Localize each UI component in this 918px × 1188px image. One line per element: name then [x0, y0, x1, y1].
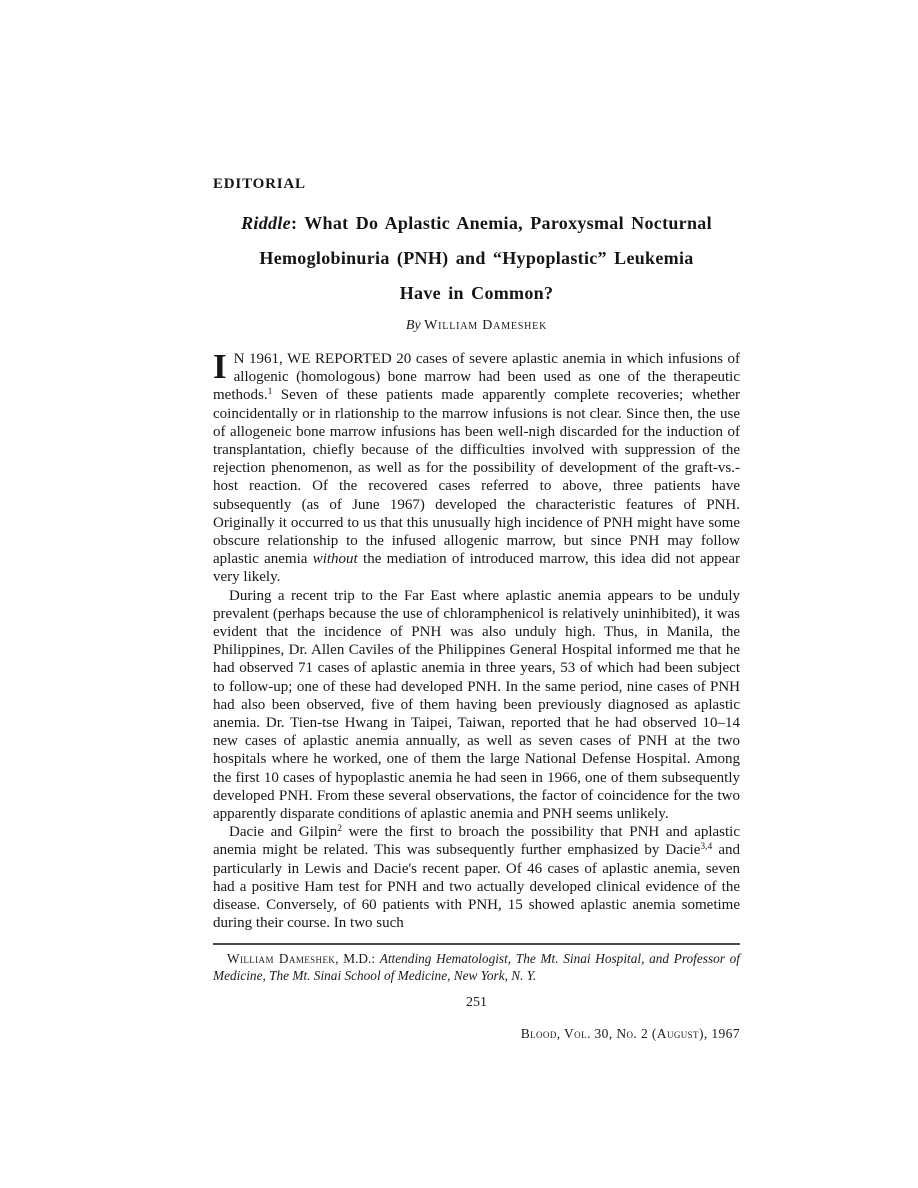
paragraph-1-text-cont: Seven of these patients made apparently complete recoveries; whether coincidentally or in rlationship to the marrow infusions is not clear. Since then, the use of allogeneic bone marrow infusions has been well-nigh discarded for the induction of transplantation, chiefly because of the difficulties involved with suppression of the rejection phenomenon, as well as for the possibility of development of the graft-vs.-host reaction. Of the recovered cases referred to above, three patients have subsequently (as of June 1967) developed the characteristic features of PNH. Originally it occurred to us that this unusually high incidence of PNH might have some obscure relationship to the infused allogenic marrow, but since PNH may follow aplastic anemia [213, 387, 740, 568]
title-line-3: Have in Common? [399, 283, 554, 303]
article-title [213, 206, 740, 311]
reference-superscript-2: 2 [337, 824, 343, 835]
paragraph-3-text-end: and particularly in Lewis and Dacie's recent paper. Of 46 cases of aplastic anemia, seven had a positive Ham test for PNH and two actually developed clinical evidence of the disease. Conversely, of 60 patients with PNH, 15 showed aplastic anemia sometime during their course. In two such [213, 842, 740, 932]
reference-superscript-1: 1 [267, 387, 273, 398]
paragraph-3-text-cont: were the first to broach the possibility that PNH and aplastic anemia might be related. This was subsequently further emphasized by Dacie [213, 824, 741, 859]
journal-citation: Blood, Vol. 30, No. 2 (August), 1967 [520, 1025, 740, 1041]
byline-author: William Dameshek [424, 318, 548, 333]
title-line-1 [213, 206, 740, 241]
footnote-author: William Dameshek [227, 950, 336, 966]
section-kicker: EDITORIAL [213, 176, 306, 192]
paragraph-2: During a recent trip to the Far East where aplastic anemia appears to be unduly prevalent (perhaps because the use of chloramphenicol is relatively uninhibited), it was evident that the incidence of PNH was also unduly high. Thus, in Manila, the Philippines, Dr. Allen Caviles of the Philippines General Hospital informed me that he had observed 71 cases of aplastic anemia in three years, 53 of which had been subject to follow-up; one of these had developed PNH. In the same period, nine cases of PNH had also been observed, five of them having been previously diagnosed as aplastic anemia. Dr. Tien-tse Hwang in Taipei, Taiwan, reported that he had observed 10–14 new cases of aplastic anemia annually, as well as seven cases of PNH at the two hospitals where he worked, one of them the large National Defense Hospital. Among the first 10 cases of hypoplastic anemia he had seen in 1966, one of them subsequently developed PNH. From these several observations, the factor of coincidence for the two apparently disparate conditions of aplastic anemia and PNH seems unlikely. [213, 587, 740, 823]
text-column [213, 0, 740, 1042]
author-footnote [213, 950, 740, 984]
title-line-2: Hemoglobinuria (PNH) and “Hypoplastic” Leukemia [259, 248, 694, 268]
title-riddle-italic: Riddle [241, 213, 291, 233]
footnote-affiliation: Attending Hematologist, The Mt. Sinai Hospital, and Professor of Medicine, The Mt. Sinai School of Medicine, New York, N. Y. [213, 950, 740, 983]
footnote-rule [213, 943, 740, 945]
article-body [213, 347, 741, 933]
paragraph-1 [213, 347, 740, 587]
byline [213, 318, 740, 334]
drop-cap: I [213, 347, 227, 386]
footnote-degree: , M.D.: [335, 950, 380, 966]
paragraph-1-text-end: the mediation of introduced marrow, this idea did not appear very likely. [213, 551, 740, 586]
emphasis-without: without [312, 551, 358, 568]
paragraph-1-text: N 1961, WE REPORTED 20 cases of severe aplastic anemia in which infusions of allogenic (homologous) bone marrow had been used as one of the therapeutic methods. [213, 351, 740, 404]
byline-by: By [405, 318, 421, 333]
paragraph-3-text: Dacie and Gilpin [229, 824, 338, 841]
reference-superscript-3-4: 3,4 [700, 842, 713, 853]
paragraph-3 [213, 823, 740, 932]
page-number: 251 [466, 994, 487, 1010]
title-line-1-rest: : What Do Aplastic Anemia, Paroxysmal Nocturnal [290, 213, 712, 233]
